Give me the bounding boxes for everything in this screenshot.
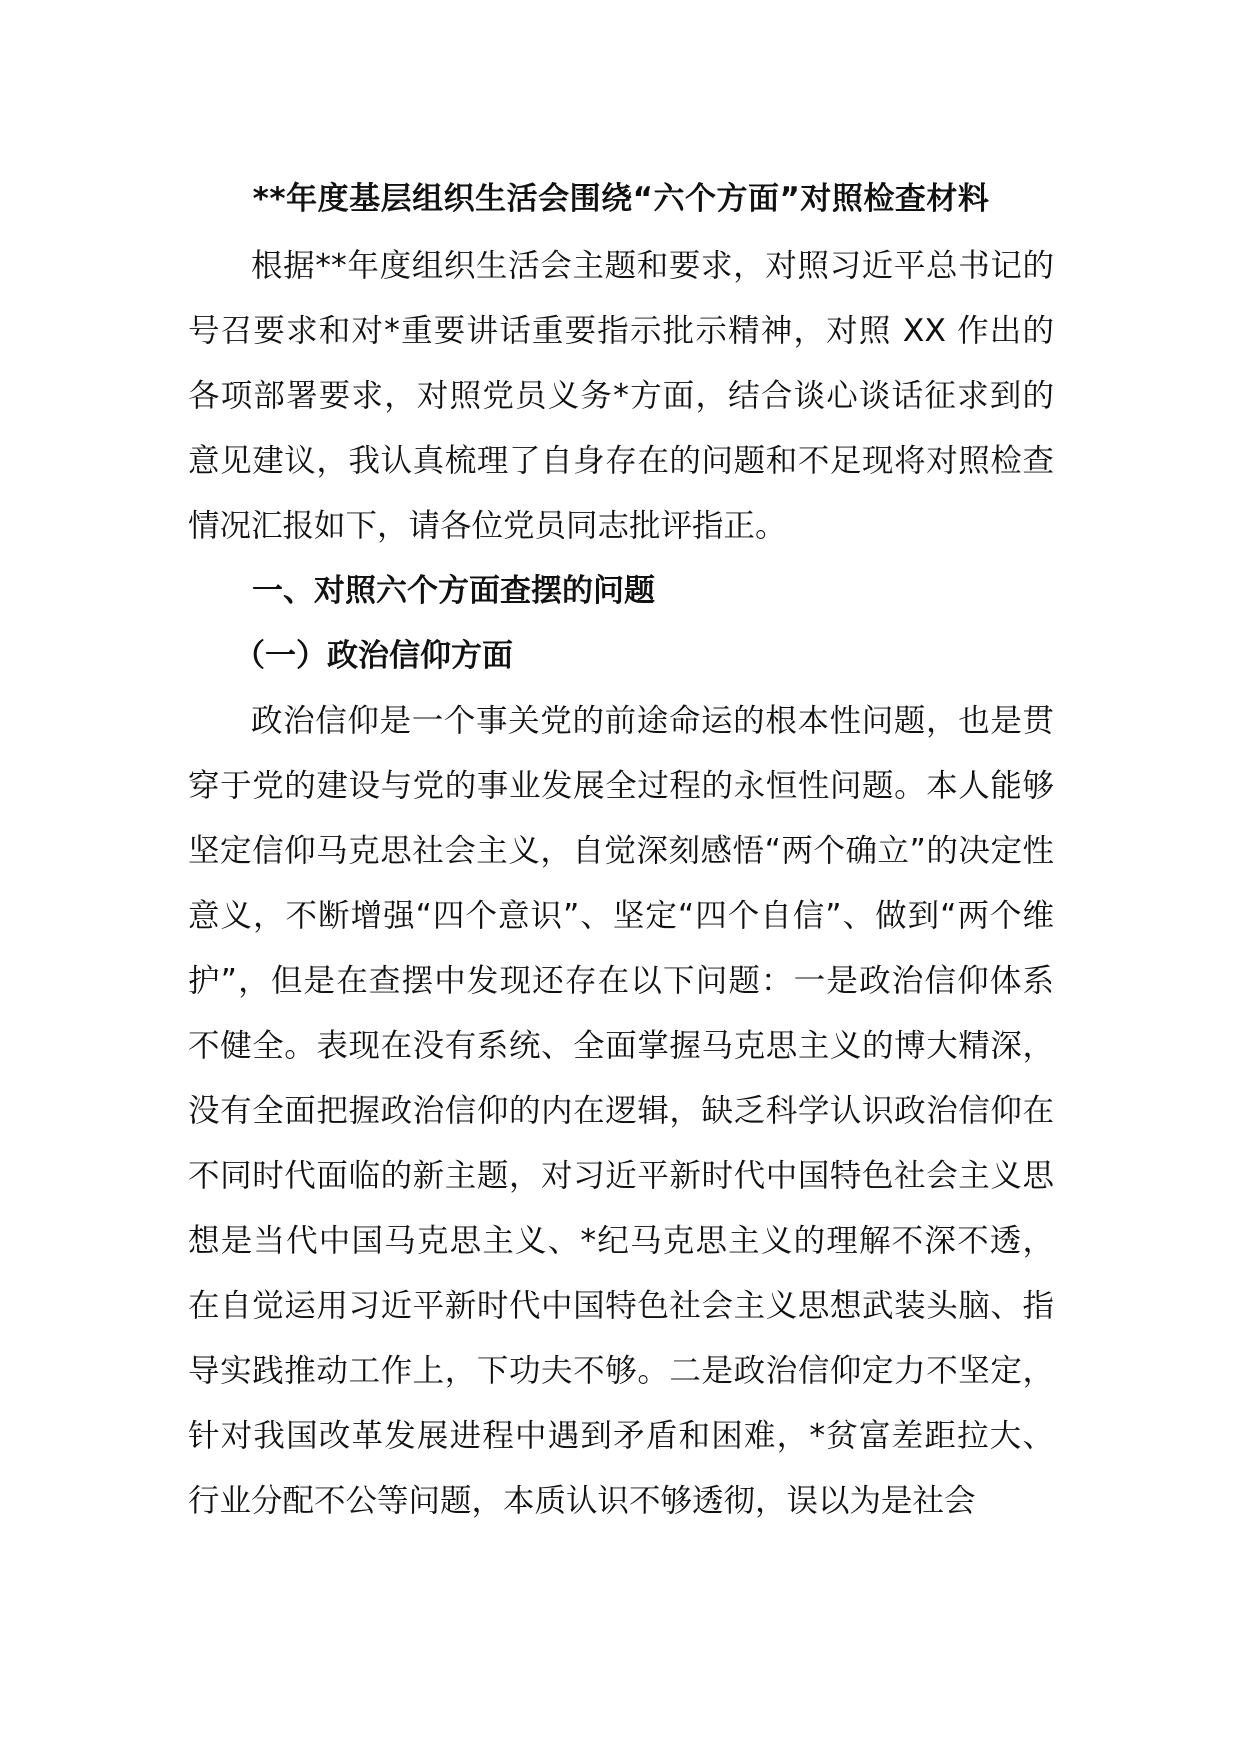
subsection-heading: （一）政治信仰方面 (234, 638, 513, 674)
section-heading: 一、对照六个方面查摆的问题 (252, 573, 655, 609)
intro-paragraph: 根据**年度组织生活会主题和要求，对照习近平总书记的号召要求和对*重要讲话重要指示批示精神，对照 XX 作出的各项部署要求，对照党员义务*方面，结合谈心谈话征求到的意见建议，我认真梳理了自身存在的问题和不足现将对照检查情况汇报如下，请各位党员同志批评指正。 (188, 248, 1054, 544)
document-title: **年度基层组织生活会围绕“六个方面”对照检查材料 (252, 181, 990, 217)
body-paragraph: 政治信仰是一个事关党的前途命运的根本性问题，也是贯穿于党的建设与党的事业发展全过程的永恒性问题。本人能够坚定信仰马克思社会主义，自觉深刻感悟“两个确立”的决定性意义，不断增强“四个意识”、坚定“四个自信”、做到“两个维护”，但是在查摆中发现还存在以下问题：一是政治信仰体系不健全。表现在没有系统、全面掌握马克思主义的博大精深，没有全面把握政治信仰的内在逻辑，缺乏科学认识政治信仰在不同时代面临的新主题，对习近平新时代中国特色社会主义思想是当代中国马克思主义、*纪马克思主义的理解不深不透，在自觉运用习近平新时代中国特色社会主义思想武装头脑、指导实践推动工作上，下功夫不够。二是政治信仰定力不坚定，针对我国改革发展进程中遇到矛盾和困难，*贫富差距拉大、行业分配不公等问题，本质认识不够透彻，误以为是社会 (188, 703, 1054, 1519)
document-body (188, 176, 1054, 1534)
